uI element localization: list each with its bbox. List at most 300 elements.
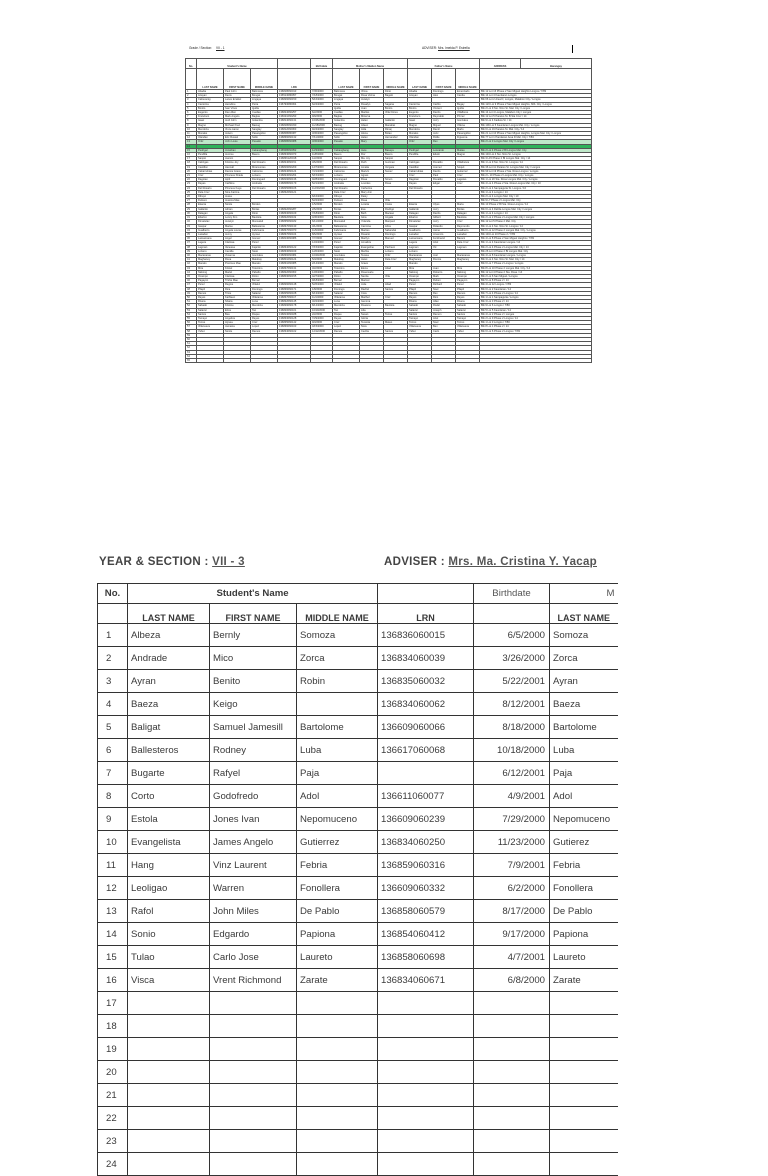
thumb-col-mother-last: LAST NAME bbox=[333, 69, 360, 90]
thumb-cell: 10/10/2000 bbox=[311, 308, 333, 312]
thumb-cell: Ronaldo bbox=[432, 161, 456, 165]
thumb-cell: Ben bbox=[432, 325, 456, 329]
table-row bbox=[98, 647, 618, 670]
thumb-col-barangay: Barangay bbox=[521, 59, 592, 69]
thumb-cell: Macaso bbox=[384, 211, 408, 215]
thumb-cell: Pagayon bbox=[408, 279, 432, 283]
thumb-cell: Blk 2 Lot 2 Phase 2 Longos Mal. City / Longos bbox=[480, 216, 592, 220]
thumb-cell: Joseph bbox=[432, 308, 456, 312]
first-name-cell: Edgardo bbox=[210, 923, 297, 946]
thumb-cell: Fabricante bbox=[251, 228, 278, 232]
mother-last-name-cell bbox=[550, 1153, 618, 1176]
thumb-cell: Gonzales bbox=[333, 253, 360, 257]
thumb-cell: 3/30/2000 bbox=[311, 140, 333, 144]
thumb-cell: Jeric bbox=[432, 132, 456, 136]
thumb-cell: Marivic bbox=[360, 169, 384, 173]
birthdate-cell bbox=[474, 992, 550, 1015]
thumb-cell: Blk 2 Lot 9 Sto. Nino St. Mal. City / Longos bbox=[480, 106, 592, 110]
mother-last-name-cell: Zarate bbox=[550, 969, 618, 992]
thumb-cell: 136825080106 bbox=[278, 186, 311, 190]
thumb-cell: Lagman bbox=[408, 245, 432, 249]
thumb-cell: Olandan bbox=[408, 136, 432, 140]
thumb-cell: Elauria bbox=[197, 203, 224, 207]
thumb-cell: Costa bbox=[384, 203, 408, 207]
lrn-cell: 136858060579 bbox=[378, 900, 474, 923]
thumb-cell: 136824060257 bbox=[278, 111, 311, 115]
thumb-cell: Sabandal bbox=[384, 228, 408, 232]
thumb-cell: 136621060293 bbox=[278, 115, 311, 119]
thumb-cell: 136833060109 bbox=[278, 211, 311, 215]
thumb-cell: Blk 3 L15 Phase 2 Bl Longos Mal. City / 14 bbox=[480, 157, 592, 161]
thumb-cell: Nenita bbox=[360, 274, 384, 278]
thumb-cell: Blk 2 Lot 4 Phase 2 Longos Mal. City / 14 bbox=[480, 245, 592, 249]
thumb-cell: Jovencio bbox=[432, 232, 456, 236]
thumb-cell: Cantorna bbox=[197, 102, 224, 106]
thumb-cell: Shaira bbox=[224, 300, 251, 304]
lrn-cell: 136611060077 bbox=[378, 785, 474, 808]
mother-last-name-cell: Baeza bbox=[550, 693, 618, 716]
thumb-cell: 24 bbox=[186, 186, 197, 190]
thumb-cell bbox=[224, 359, 251, 363]
table-row bbox=[98, 624, 618, 647]
thumb-cell: Jaime bbox=[432, 228, 456, 232]
thumb-cell: Blk 1 Lot 4 Kaunlaran Longos / 14 bbox=[480, 241, 592, 245]
row-number-cell: 12 bbox=[98, 877, 128, 900]
thumb-cell: 8/14/2000 bbox=[311, 304, 333, 308]
thumb-cell: Torres bbox=[456, 321, 480, 325]
thumb-cell: Lopez bbox=[333, 325, 360, 329]
thumb-cell: Blk 5 Lot 8 Phase 2 / 14 bbox=[480, 279, 592, 283]
thumb-cell: Rona bbox=[224, 258, 251, 262]
thumb-cell: 12/2/2000 bbox=[311, 241, 333, 245]
thumb-cell: Arlos bbox=[384, 224, 408, 228]
thumb-cell: 136813060188 bbox=[278, 312, 311, 316]
birthdate-cell: 7/9/2001 bbox=[474, 854, 550, 877]
thumb-cell: 6/2/2000 bbox=[311, 111, 333, 115]
mother-last-name-cell bbox=[550, 1015, 618, 1038]
thumb-cell: 7/18/2000 bbox=[311, 211, 333, 215]
thumb-cell: 13 bbox=[186, 140, 197, 144]
thumb-cell: Cruz bbox=[456, 174, 480, 178]
thumb-cell: Dela Cruz bbox=[197, 190, 224, 194]
birthdate-cell: 4/7/2001 bbox=[474, 946, 550, 969]
thumb-cell: Simon bbox=[384, 178, 408, 182]
thumb-cell: Bernal bbox=[251, 279, 278, 283]
middle-name-cell: Robin bbox=[297, 670, 378, 693]
thumb-cell: Bongat bbox=[333, 94, 360, 98]
thumb-cell: Torres bbox=[197, 321, 224, 325]
thumb-cell bbox=[384, 359, 408, 363]
thumb-cell: Grace bbox=[360, 262, 384, 266]
thumb-cell: Blk 2 Lot 4 Longos Mal. City / 10 bbox=[480, 195, 592, 199]
thumb-cell: Abadia bbox=[197, 90, 224, 94]
thumb-cell: Villa Flores bbox=[384, 111, 408, 115]
thumb-cell: 11/9/2000 bbox=[311, 228, 333, 232]
birthdate-cell bbox=[474, 1153, 550, 1176]
thumb-cell: 58 bbox=[186, 329, 197, 333]
thumb-cell: 136837060104 bbox=[278, 232, 311, 236]
thumb-cell: Angela bbox=[224, 211, 251, 215]
thumb-cell: 136832060121 bbox=[278, 190, 311, 194]
thumb-cell: Salazar bbox=[408, 308, 432, 312]
thumb-cell: Jerry bbox=[432, 207, 456, 211]
thumb-cell: Lourdes bbox=[360, 182, 384, 186]
thumb-cell: 136836120018 bbox=[278, 157, 311, 161]
birthdate-cell: 9/17/2000 bbox=[474, 923, 550, 946]
thumb-cell: 1/5/2000 bbox=[311, 203, 333, 207]
thumb-cell: 59 bbox=[186, 333, 197, 337]
thumb-cell: 136820060101 bbox=[278, 308, 311, 312]
thumb-cell: 27 bbox=[186, 199, 197, 203]
middle-name-cell: Adol bbox=[297, 785, 378, 808]
thumb-cell: 7/7/2000 bbox=[311, 237, 333, 241]
mother-last-name-cell: Ayran bbox=[550, 670, 618, 693]
thumb-cell: Bugay bbox=[456, 102, 480, 106]
thumb-cell: Mateo bbox=[384, 321, 408, 325]
thumb-cell: Iguilla bbox=[456, 106, 480, 110]
thumb-cell: Lagman bbox=[197, 245, 224, 249]
thumb-cell: Blk 66 Lot 2 Area D, Longos, Malabon City / Longos bbox=[480, 98, 592, 102]
thumb-cell: Rico bbox=[432, 295, 456, 299]
thumb-cell: Blk 8 Lot 10 Phase 2 Longos Mal. City / 14 bbox=[480, 266, 592, 270]
middle-name-cell: Fonollera bbox=[297, 877, 378, 900]
thumb-cell: Blk 123 Lot 9 Phase 2 San Miguel Heights, Mlb. City / Longos bbox=[480, 102, 592, 106]
thumb-cell bbox=[251, 359, 278, 363]
thumb-col-first: FIRST NAME bbox=[224, 69, 251, 90]
thumb-cell: Cruz bbox=[333, 321, 360, 325]
thumb-cell bbox=[360, 359, 384, 363]
middle-name-cell bbox=[297, 1130, 378, 1153]
thumb-cell: 1/8/2000 bbox=[311, 287, 333, 291]
thumb-cell: Dagotan bbox=[408, 178, 432, 182]
thumb-cell: Princess Shiela bbox=[224, 174, 251, 178]
thumb-cell: Maghanoy bbox=[197, 258, 224, 262]
thumb-cell: Aida bbox=[360, 127, 384, 131]
thumb-cell: Lopez bbox=[251, 325, 278, 329]
thumb-cell: Leonardo bbox=[432, 148, 456, 152]
thumb-cell: Ramos bbox=[333, 329, 360, 333]
thumb-cell: Julie bbox=[360, 283, 384, 287]
thumb-cell: Villafranca bbox=[456, 161, 480, 165]
thumb-cell: Villanueva bbox=[408, 325, 432, 329]
thumb-cell: Salazar bbox=[251, 291, 278, 295]
thumb-cell: Rica bbox=[224, 287, 251, 291]
thumb-cell: Nabong bbox=[197, 270, 224, 274]
thumb-cell: Blk 4 Lot 2 Phase 2 / Longos bbox=[480, 312, 592, 316]
thumb-cell: Rodrigo bbox=[384, 207, 408, 211]
thumb-cell: 21 bbox=[186, 174, 197, 178]
thumb-cell: Dizon bbox=[251, 274, 278, 278]
thumb-cell: Danilo bbox=[432, 169, 456, 173]
first-name-cell: Samuel Jamesill bbox=[210, 716, 297, 739]
thumb-cell: Gilbert bbox=[432, 216, 456, 220]
thumb-cell: Tamayo bbox=[456, 316, 480, 320]
thumb-col-lrn: LRN bbox=[278, 69, 311, 90]
mother-last-name-cell bbox=[550, 1084, 618, 1107]
thumb-cell: 136508060052 bbox=[278, 148, 311, 152]
last-name-cell: Corto bbox=[128, 785, 210, 808]
row-number-cell: 4 bbox=[98, 693, 128, 716]
thumb-cell: 136816060209 bbox=[278, 165, 311, 169]
birthdate-cell: 7/29/2000 bbox=[474, 808, 550, 831]
thumb-cell: 4 bbox=[186, 102, 197, 106]
thumb-cell: 6/11/2000 bbox=[311, 220, 333, 224]
thumb-cell: Gualberto bbox=[197, 228, 224, 232]
thumb-cell: Ma. Joy bbox=[360, 157, 384, 161]
table-row bbox=[98, 900, 618, 923]
thumb-cell: Dagotan bbox=[197, 178, 224, 182]
thumb-cell: Cabangbang bbox=[251, 148, 278, 152]
thumb-cell: Ebarico bbox=[408, 216, 432, 220]
thumb-cell: Princess Kaye bbox=[224, 186, 251, 190]
thumb-cell: Dayao bbox=[408, 182, 432, 186]
thumb-cell: Dulcero bbox=[197, 199, 224, 203]
thumb-cell: 65 bbox=[186, 359, 197, 363]
thumb-cell: Manalo bbox=[197, 262, 224, 266]
first-name-cell bbox=[210, 1107, 297, 1130]
thumb-cell: Sabado bbox=[456, 304, 480, 308]
text-cursor bbox=[572, 45, 573, 53]
thumb-cell: Bueno bbox=[251, 153, 278, 157]
thumb-cell: 9/3/2000 bbox=[311, 321, 333, 325]
thumb-cell: Macaranas bbox=[456, 253, 480, 257]
thumb-cell: Gallardo bbox=[408, 207, 432, 211]
thumb-cell: Del Rosario bbox=[408, 186, 432, 190]
thumb-cell: 136801060124 bbox=[278, 258, 311, 262]
thumb-cell: Abadia bbox=[408, 90, 432, 94]
thumb-cell: 6 bbox=[186, 111, 197, 115]
thumb-cell: Cecilia bbox=[360, 329, 384, 333]
thumb-cell bbox=[278, 359, 311, 363]
thumb-cell: 46 bbox=[186, 279, 197, 283]
thumb-cell: Clarissa bbox=[224, 241, 251, 245]
thumb-cell: 136808080087 bbox=[278, 132, 311, 136]
birthdate-cell: 8/18/2000 bbox=[474, 716, 550, 739]
thumb-cell: Matias bbox=[456, 148, 480, 152]
last-name-cell: Tulao bbox=[128, 946, 210, 969]
thumb-cell bbox=[333, 359, 360, 363]
thumb-cell: Sollo bbox=[251, 136, 278, 140]
thumb-cell: Ramos bbox=[456, 291, 480, 295]
mother-last-name-cell bbox=[550, 1038, 618, 1061]
thumb-cell: Ortiz bbox=[197, 140, 224, 144]
thumb-cell: Marquez bbox=[384, 220, 408, 224]
row-number-cell: 23 bbox=[98, 1130, 128, 1153]
thumb-cell: Blk 9 L7 Phase 2 Longos Mal. City bbox=[480, 199, 592, 203]
thumb-cell: Ramos bbox=[408, 291, 432, 295]
thumb-cell: 57 bbox=[186, 325, 197, 329]
thumb-cell: Elauria bbox=[408, 203, 432, 207]
mother-last-name-cell: Paja bbox=[550, 762, 618, 785]
thumb-cell: Perez bbox=[333, 241, 360, 245]
mother-last-name-cell bbox=[550, 1107, 618, 1130]
thumb-cell: 61 bbox=[186, 342, 197, 346]
table-row bbox=[98, 923, 618, 946]
thumb-cell: Magno bbox=[456, 153, 480, 157]
thumb-cell: Daisy bbox=[360, 195, 384, 199]
thumb-cell: Jonathan bbox=[224, 148, 251, 152]
thumb-cell: Castillon bbox=[408, 165, 432, 169]
row-number-cell: 21 bbox=[98, 1084, 128, 1107]
thumb-cell: Domingo bbox=[432, 90, 456, 94]
thumb-cell: Agnes bbox=[360, 174, 384, 178]
thumb-cell: Catherine bbox=[360, 186, 384, 190]
thumb-cell: Domingo bbox=[251, 287, 278, 291]
thumb-cell: 9 bbox=[186, 123, 197, 127]
thumb-cell: Cabreros bbox=[251, 169, 278, 173]
thumb-cell: Eugenio bbox=[197, 111, 224, 115]
thumb-cell: 5/26/2000 bbox=[311, 283, 333, 287]
birthdate-cell: 3/26/2000 bbox=[474, 647, 550, 670]
thumb-cell: 15 bbox=[186, 148, 197, 152]
first-name-cell bbox=[210, 1015, 297, 1038]
thumb-cell: Macaranas bbox=[408, 253, 432, 257]
table-row bbox=[98, 946, 618, 969]
thumb-cell: Del Rosario bbox=[333, 186, 360, 190]
thumb-cell: 7/30/2000 bbox=[311, 90, 333, 94]
last-name-cell bbox=[128, 1015, 210, 1038]
thumb-cell: 38 bbox=[186, 245, 197, 249]
first-name-cell: Rodney bbox=[210, 739, 297, 762]
thumb-cell: Golamba bbox=[333, 119, 360, 123]
thumb-cell: Perez bbox=[408, 283, 432, 287]
adviser bbox=[384, 556, 597, 568]
table-row bbox=[98, 1107, 618, 1130]
table-header-row-1 bbox=[98, 584, 618, 604]
thumb-cell: 43 bbox=[186, 266, 197, 270]
thumb-cell: 3/6/2000 bbox=[311, 161, 333, 165]
mother-last-name-cell: Bartolome bbox=[550, 716, 618, 739]
thumb-cell: Acayan bbox=[408, 94, 432, 98]
thumb-cell: 29 bbox=[186, 207, 197, 211]
thumb-col-father-first: FIRST NAME bbox=[432, 69, 456, 90]
table-header-row-2 bbox=[98, 604, 618, 624]
thumb-cell: 136808060088 bbox=[278, 140, 311, 144]
mother-last-name-cell: Zorca bbox=[550, 647, 618, 670]
thumb-cell: 45 bbox=[186, 274, 197, 278]
birthdate-cell: 10/18/2000 bbox=[474, 739, 550, 762]
table-row bbox=[98, 854, 618, 877]
thumb-cell: Maribel bbox=[360, 295, 384, 299]
thumb-adviser-value: Mrs. Imelda P. Estrella bbox=[438, 46, 470, 50]
thumb-cell: Blk 1 Lot 1 Sampaguita / Longos bbox=[480, 295, 592, 299]
thumb-cell: Ruth bbox=[360, 161, 384, 165]
thumb-cell: Alona bbox=[360, 132, 384, 136]
thumb-cell: Borlas bbox=[456, 207, 480, 211]
thumb-cell: Elena bbox=[360, 266, 384, 270]
thumb-cell: 136837060117 bbox=[278, 295, 311, 299]
thumb-cell: Villa bbox=[384, 274, 408, 278]
thumb-cell: Borden bbox=[333, 203, 360, 207]
last-name-cell: Ballesteros bbox=[128, 739, 210, 762]
thumb-cell: 2 bbox=[186, 94, 197, 98]
lrn-cell bbox=[378, 992, 474, 1015]
thumb-cell: Tan bbox=[333, 308, 360, 312]
table-row bbox=[98, 1130, 618, 1153]
thumb-cell: Reynaldo bbox=[432, 115, 456, 119]
thumb-cell: Ocampo bbox=[197, 274, 224, 278]
thumb-cell: 5/15/2000 bbox=[311, 174, 333, 178]
thumb-cell: Blk 9 Lot 4 Kadiwa St. / 14 bbox=[480, 119, 592, 123]
thumb-cell: Malubay bbox=[333, 258, 360, 262]
thumb-cell: Cabarrubias bbox=[197, 169, 224, 173]
thumb-cell: Sagana bbox=[384, 102, 408, 106]
thumb-cell: 19 bbox=[186, 165, 197, 169]
thumb-cell: 4/30/2000 bbox=[311, 216, 333, 220]
thumb-cell: Blk 12 Lot 5 Paraiso St. B.Sta Cruz / 14 bbox=[480, 115, 592, 119]
thumb-cell: Balmores bbox=[251, 90, 278, 94]
thumb-cell: 11/20/2000 bbox=[311, 186, 333, 190]
thumb-cell: Maria bbox=[456, 203, 480, 207]
thumb-cell: Blk 3 Lot 3 Phase 2 / 14 bbox=[480, 300, 592, 304]
thumb-cell: Joel bbox=[432, 253, 456, 257]
thumb-grade-value: VII - 1 bbox=[216, 46, 225, 50]
thumb-cell: Jenny bbox=[224, 232, 251, 236]
birthdate-cell: 8/12/2001 bbox=[474, 693, 550, 716]
thumb-cell: Blk 5 Lot 5 Kaunlaran / 14 bbox=[480, 308, 592, 312]
last-name-cell: Albeza bbox=[128, 624, 210, 647]
thumb-cell: 136836060163 bbox=[278, 325, 311, 329]
thumb-cell: Gallardo bbox=[384, 119, 408, 123]
birthdate-cell: 6/8/2000 bbox=[474, 969, 550, 992]
thumb-cell: 1/20/2000 bbox=[311, 249, 333, 253]
thumb-cell: Macaranas bbox=[197, 253, 224, 257]
thumb-cell: 22 bbox=[186, 178, 197, 182]
thumb-cell: 41 bbox=[186, 258, 197, 262]
thumb-cell: Helen bbox=[360, 119, 384, 123]
thumb-cell: 9/9/2000 bbox=[311, 115, 333, 119]
last-name-cell bbox=[128, 1153, 210, 1176]
first-name-cell: Vinz Laurent bbox=[210, 854, 297, 877]
middle-name-cell bbox=[297, 1061, 378, 1084]
first-name-cell: Benito bbox=[210, 670, 297, 693]
thumb-cell: Joan bbox=[360, 106, 384, 110]
thumb-cell: 136513080057 bbox=[278, 94, 311, 98]
middle-name-cell bbox=[297, 1038, 378, 1061]
table-row bbox=[98, 670, 618, 693]
thumb-cell: Ronaldo bbox=[432, 178, 456, 182]
thumb-cell: Blk 1 Lot 20 Sta. Rosa Longos Mal. City / Longos bbox=[480, 178, 592, 182]
thumb-cell: Emerciado bbox=[456, 90, 480, 94]
thumb-cell: Santos bbox=[408, 312, 432, 316]
table-row bbox=[98, 739, 618, 762]
thumb-cell: Alyssa bbox=[224, 321, 251, 325]
thumb-cell: Cuellas bbox=[333, 111, 360, 115]
thumb-cell: 40 bbox=[186, 253, 197, 257]
thumb-cell: Lilia bbox=[360, 308, 384, 312]
thumb-cell: Hernandez bbox=[384, 136, 408, 140]
table-row bbox=[98, 693, 618, 716]
first-name-cell: Carlo Jose bbox=[210, 946, 297, 969]
thumb-cell: Bongat bbox=[251, 94, 278, 98]
thumb-cell: 10/29/2000 bbox=[311, 253, 333, 257]
thumb-cell: Tan bbox=[251, 308, 278, 312]
class-list-body bbox=[98, 624, 618, 1176]
thumb-cell: Tamayo bbox=[197, 316, 224, 320]
thumb-cell: 11 bbox=[186, 132, 197, 136]
table-row bbox=[98, 831, 618, 854]
thumb-cell: 6/24/2000 bbox=[311, 102, 333, 106]
thumb-cell: Perez bbox=[456, 283, 480, 287]
thumb-cell: Vergara bbox=[384, 165, 408, 169]
thumb-cell: 47 bbox=[186, 283, 197, 287]
mother-last-name-cell: Luba bbox=[550, 739, 618, 762]
thumb-cell: Luna bbox=[333, 300, 360, 304]
thumb-cell bbox=[456, 359, 480, 363]
thumb-cell: Isaac bbox=[408, 119, 432, 123]
table-row bbox=[98, 1015, 618, 1038]
thumb-cell: Lozano bbox=[251, 174, 278, 178]
